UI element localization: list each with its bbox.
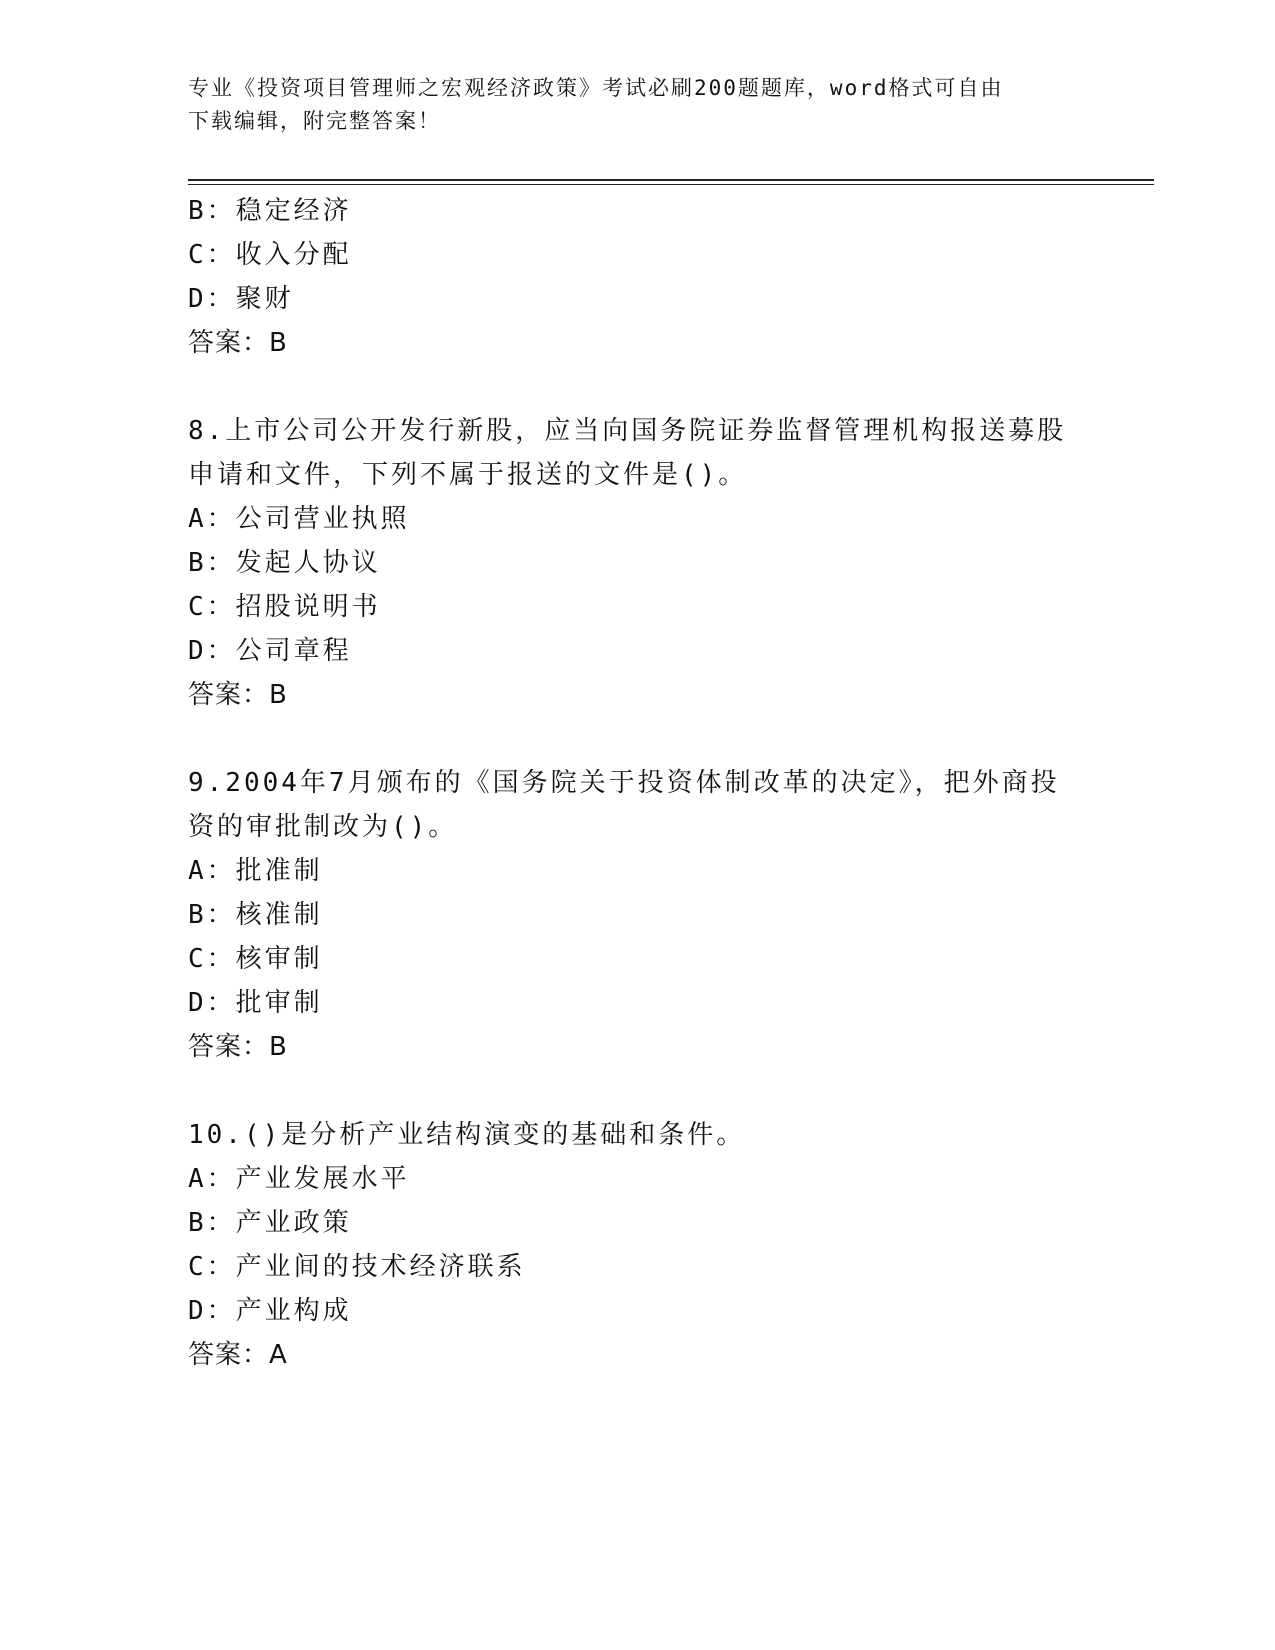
- option-line: [188, 1249, 526, 1285]
- option-key: D：: [188, 1296, 236, 1326]
- document-header: [188, 72, 1088, 138]
- option-key: D：: [188, 988, 236, 1018]
- option-line: [188, 589, 381, 625]
- option-key: D：: [188, 284, 236, 314]
- question-stem-continued: 资的审批制改为()。: [188, 812, 458, 842]
- option-text: 稳定经济: [235, 196, 352, 226]
- option-text: 聚财: [235, 284, 294, 314]
- option-key: A：: [188, 504, 236, 534]
- option-text: 产业间的技术经济联系: [235, 1252, 526, 1282]
- option-line: [188, 633, 352, 669]
- option-key: B：: [188, 196, 236, 226]
- option-key: C：: [188, 592, 236, 622]
- option-text: 产业政策: [235, 1208, 352, 1238]
- option-text: 招股说明书: [235, 592, 381, 622]
- option-text: 产业构成: [235, 1296, 352, 1326]
- option-text: 公司营业执照: [235, 504, 410, 534]
- option-key: A：: [188, 856, 236, 886]
- header-line-1: 专业《投资项目管理师之宏观经济政策》考试必刷200题题库，word格式可自由: [188, 76, 1004, 100]
- option-text: 批审制: [235, 988, 323, 1018]
- option-line: [188, 501, 410, 537]
- option-key: C：: [188, 1252, 236, 1282]
- option-line: [188, 281, 294, 317]
- option-key: C：: [188, 944, 236, 974]
- answer-line: 答案：B: [188, 328, 288, 358]
- option-line: [188, 941, 323, 977]
- option-line: [188, 985, 323, 1021]
- answer-line: 答案：B: [188, 680, 288, 710]
- answer-line: 答案：A: [188, 1340, 288, 1370]
- option-text: 核审制: [235, 944, 323, 974]
- header-divider-thick: [188, 179, 1154, 181]
- option-text: 公司章程: [235, 636, 352, 666]
- option-text: 核准制: [235, 900, 323, 930]
- option-key: B：: [188, 1208, 236, 1238]
- header-line-2: 下载编辑，附完整答案！: [188, 109, 441, 133]
- option-line: [188, 237, 352, 273]
- option-line: [188, 853, 323, 889]
- header-divider-thin: [188, 184, 1154, 185]
- option-line: [188, 1161, 410, 1197]
- option-line: [188, 1205, 352, 1241]
- option-text: 发起人协议: [235, 548, 381, 578]
- option-line: [188, 1293, 352, 1329]
- option-key: C：: [188, 240, 236, 270]
- option-key: B：: [188, 548, 236, 578]
- option-key: D：: [188, 636, 236, 666]
- option-line: [188, 545, 381, 581]
- option-line: [188, 897, 323, 933]
- question-stem-continued: 申请和文件，下列不属于报送的文件是()。: [188, 460, 748, 490]
- option-text: 产业发展水平: [235, 1164, 410, 1194]
- option-key: B：: [188, 900, 236, 930]
- answer-line: 答案：B: [188, 1032, 288, 1062]
- option-text: 批准制: [235, 856, 323, 886]
- question-stem: 10.()是分析产业结构演变的基础和条件。: [188, 1120, 746, 1150]
- option-text: 收入分配: [235, 240, 352, 270]
- option-key: A：: [188, 1164, 236, 1194]
- question-stem: 9.2004年7月颁布的《国务院关于投资体制改革的决定》，把外商投: [188, 768, 1060, 798]
- question-stem: 8.上市公司公开发行新股，应当向国务院证券监督管理机构报送募股: [188, 416, 1067, 446]
- option-line: [188, 193, 352, 229]
